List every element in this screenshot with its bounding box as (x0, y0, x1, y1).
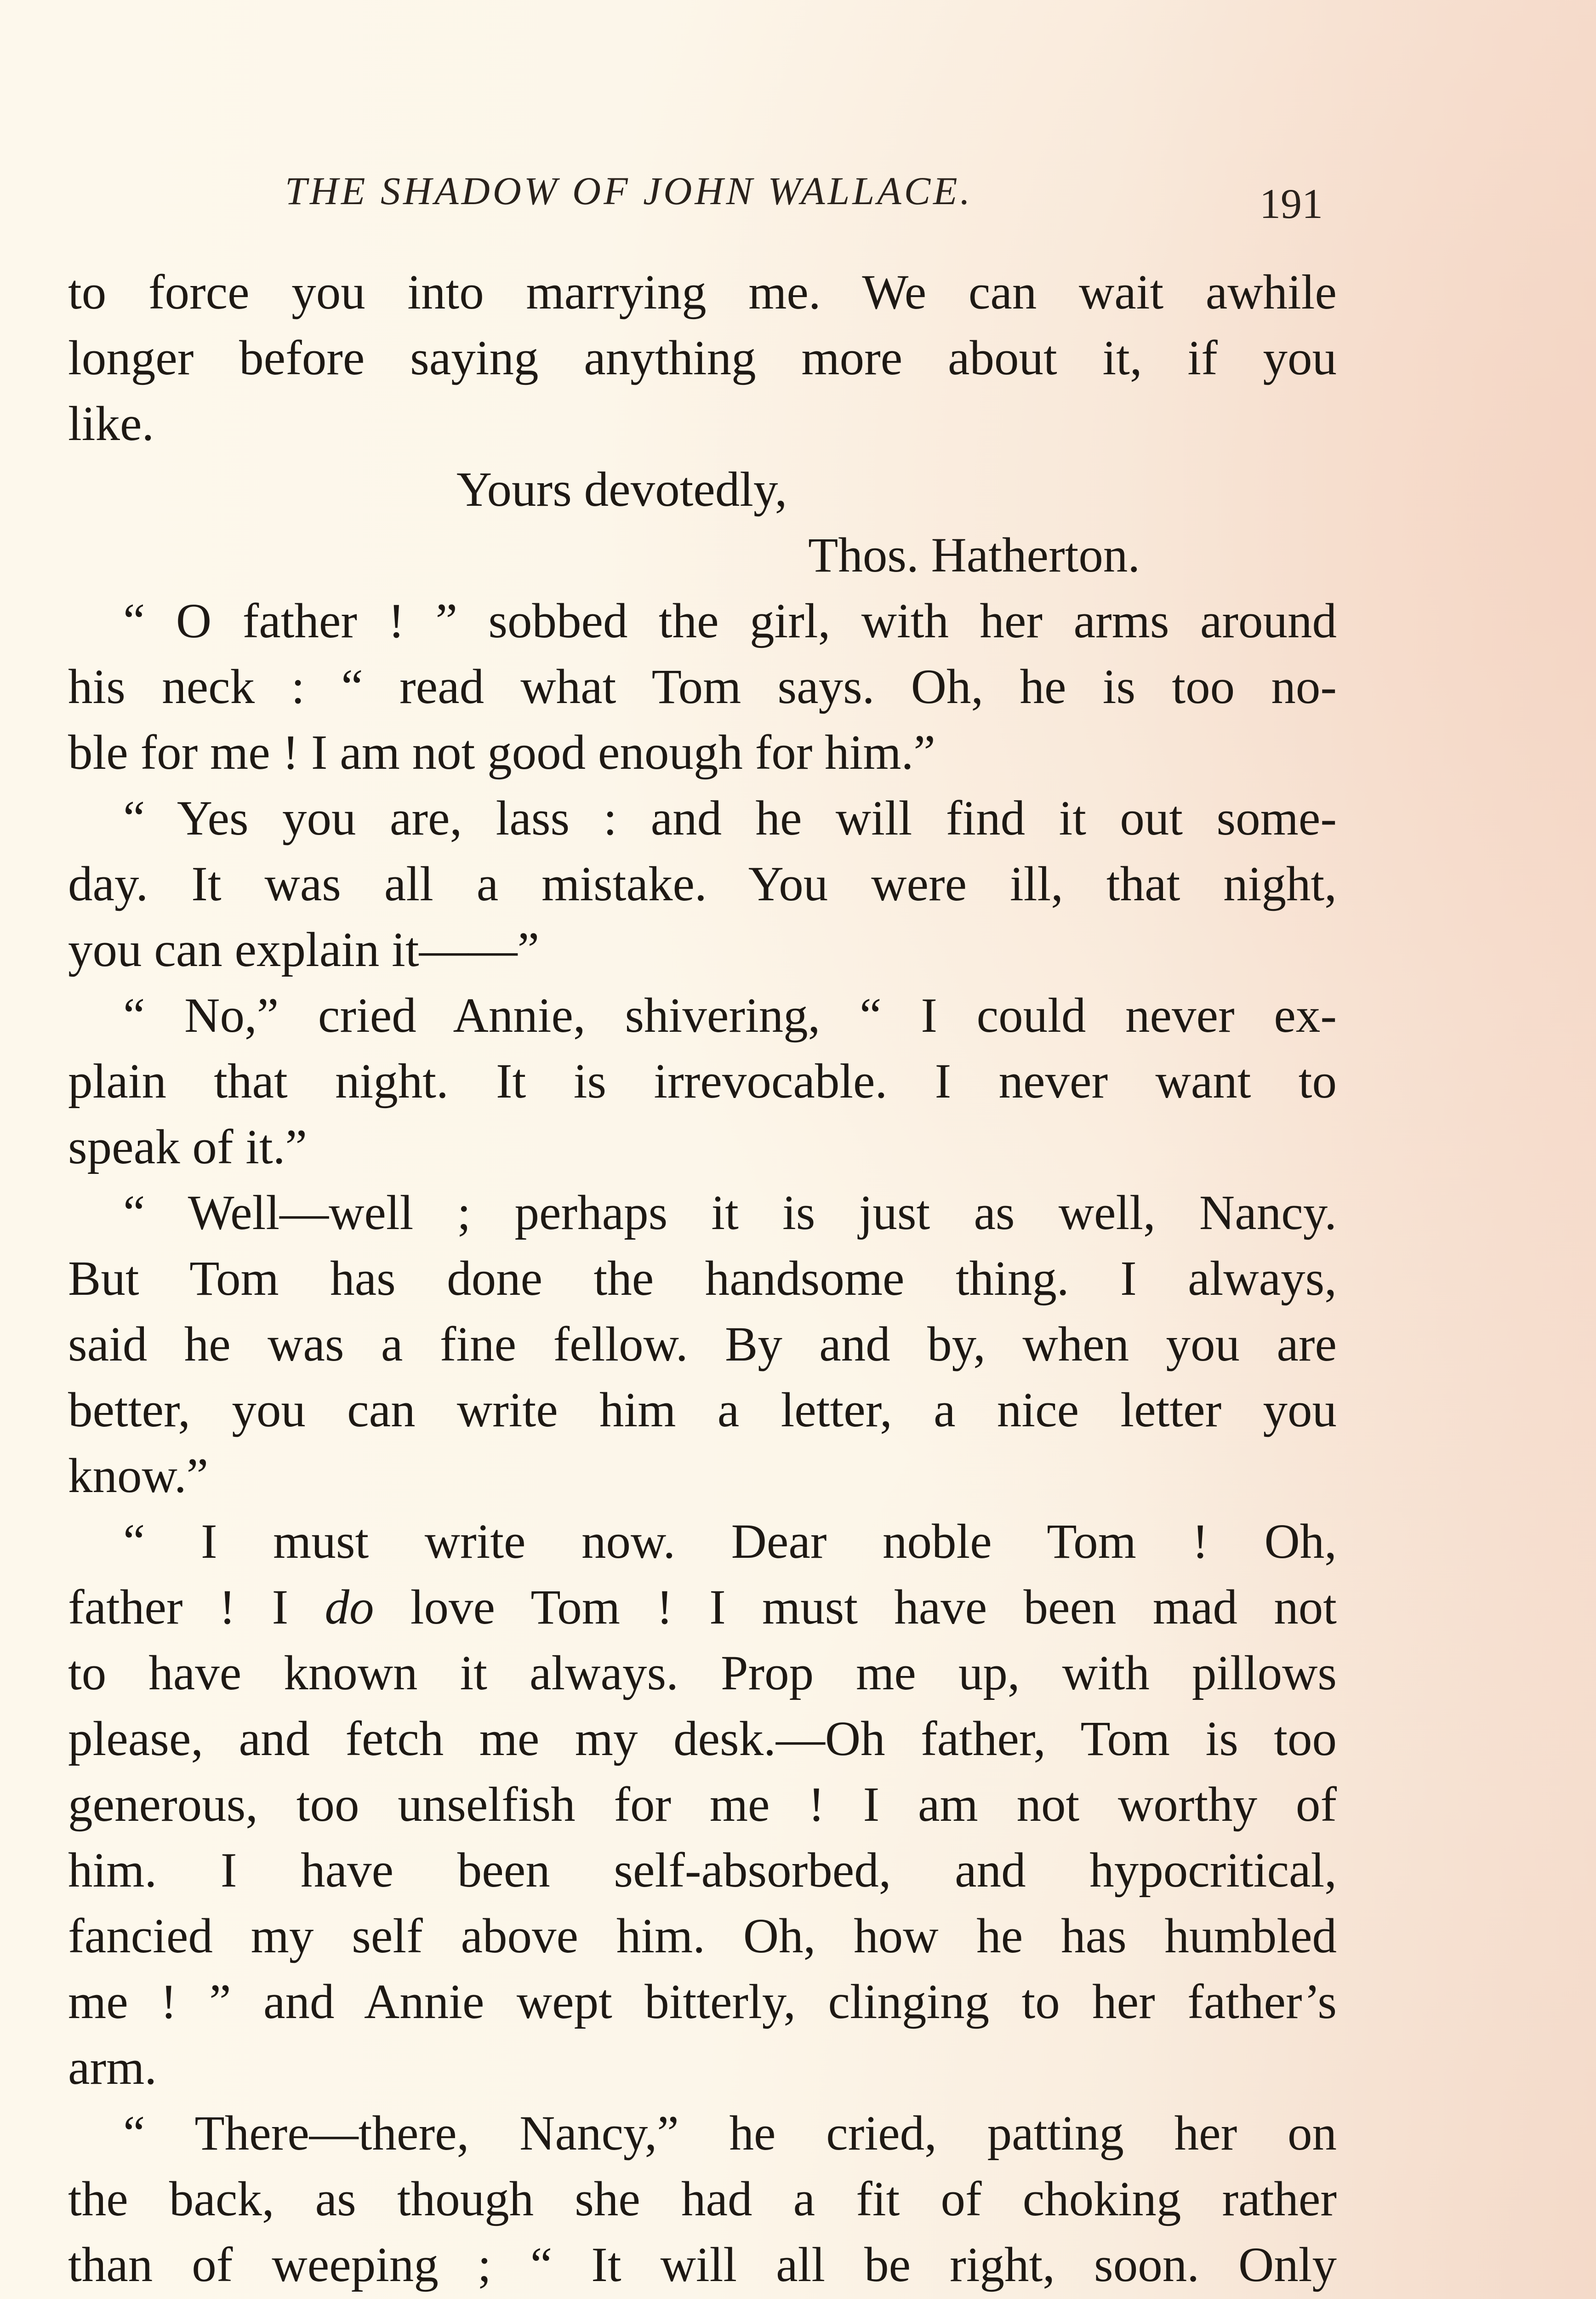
text-line: “ No,” cried Annie, shivering, “ I could never ex- (123, 989, 1337, 1043)
text-line: arm. (68, 2041, 157, 2095)
text-line: father ! I do love Tom ! I must have been mad not (68, 1580, 1337, 1635)
text-line: plain that night. It is irrevocable. I never want to (68, 1054, 1337, 1109)
text-line: please, and fetch me my desk.—Oh father, Tom is too (68, 1712, 1337, 1766)
text-line: “ There—there, Nancy,” he cried, patting her on (123, 2106, 1337, 2161)
text-line: like. (68, 397, 154, 451)
text-line: the back, as though she had a fit of choking rather (68, 2172, 1337, 2226)
text-line: “ O father ! ” sobbed the girl, with her arms around (123, 594, 1337, 648)
text-line: you can explain it——” (68, 923, 540, 977)
text-line: know.” (68, 1449, 209, 1503)
text-line: Yours devotedly, (456, 463, 787, 517)
text-line: “ Well—well ; perhaps it is just as well, Nancy. (123, 1186, 1337, 1240)
text-line: speak of it.” (68, 1120, 307, 1174)
text-line: Thos. Hatherton. (808, 528, 1140, 583)
text-line: fancied my self above him. Oh, how he has humbled (68, 1909, 1337, 1963)
emphasis-do: do (325, 1580, 374, 1635)
text-line: generous, too unselfish for me ! I am not worthy of (68, 1778, 1337, 1832)
text-line: longer before saying anything more about it, if you (68, 331, 1337, 385)
text-line: than of weeping ; “ It will all be right, soon. Only (68, 2238, 1337, 2292)
text-line: better, you can write him a letter, a nice letter you (68, 1383, 1337, 1437)
text-line: him. I have been self-absorbed, and hypocritical, (68, 1843, 1337, 1898)
text-line: me ! ” and Annie wept bitterly, clinging to her father’s (68, 1975, 1337, 2029)
text-line: said he was a fine fellow. By and by, when you are (68, 1317, 1337, 1372)
page-number: 191 (1260, 180, 1323, 227)
text-line: But Tom has done the handsome thing. I always, (68, 1252, 1337, 1306)
text-line: “ I must write now. Dear noble Tom ! Oh, (123, 1515, 1337, 1569)
text-line: “ Yes you are, lass : and he will find it out some- (123, 791, 1337, 846)
text-line: to force you into marrying me. We can wait awhile (68, 265, 1337, 320)
running-head: THE SHADOW OF JOHN WALLACE. (285, 169, 973, 213)
body-text (68, 260, 1337, 2299)
text-line: day. It was all a mistake. You were ill, that night, (68, 857, 1337, 911)
text-line: his neck : “ read what Tom says. Oh, he is too no- (68, 660, 1337, 714)
text-line: ble for me ! I am not good enough for him.” (68, 726, 935, 780)
text-line: to have known it always. Prop me up, with pillows (68, 1646, 1337, 1700)
